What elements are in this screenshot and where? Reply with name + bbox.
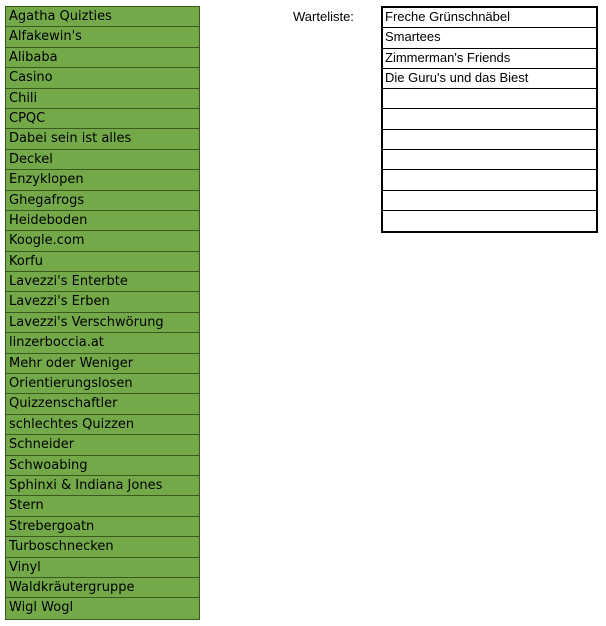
team-cell[interactable]: Waldkräutergruppe (6, 578, 199, 598)
team-cell[interactable]: Quizzenschaftler (6, 394, 199, 414)
team-cell[interactable]: linzerboccia.at (6, 333, 199, 353)
team-cell[interactable]: Dabei sein ist alles (6, 129, 199, 149)
team-cell[interactable]: Lavezzi's Erben (6, 292, 199, 312)
team-cell[interactable]: Deckel (6, 150, 199, 170)
waitlist-cell[interactable] (383, 130, 596, 150)
team-cell[interactable]: Schneider (6, 435, 199, 455)
team-cell[interactable]: Heideboden (6, 211, 199, 231)
waitlist-cell[interactable] (383, 89, 596, 109)
waitlist-cell[interactable] (383, 191, 596, 211)
waitlist-cell[interactable]: Freche Grünschnäbel (383, 8, 596, 28)
team-cell[interactable]: schlechtes Quizzen (6, 415, 199, 435)
team-cell[interactable]: Vinyl (6, 558, 199, 578)
team-cell[interactable]: Sphinxi & Indiana Jones (6, 476, 199, 496)
team-cell[interactable]: Korfu (6, 252, 199, 272)
team-cell[interactable]: Lavezzi's Enterbte (6, 272, 199, 292)
team-cell[interactable]: Stern (6, 496, 199, 516)
team-cell[interactable]: Mehr oder Weniger (6, 354, 199, 374)
team-cell[interactable]: Alfakewin's (6, 27, 199, 47)
waitlist-label: Warteliste: (293, 9, 354, 24)
waitlist-cell[interactable]: Zimmerman's Friends (383, 49, 596, 69)
waitlist-cell[interactable] (383, 109, 596, 129)
team-cell[interactable]: Agatha Quizties (6, 7, 199, 27)
team-cell[interactable]: CPQC (6, 109, 199, 129)
team-cell[interactable]: Casino (6, 68, 199, 88)
waitlist-cell[interactable] (383, 211, 596, 231)
waitlist-cell[interactable]: Die Guru's und das Biest (383, 69, 596, 89)
team-list (5, 6, 200, 620)
waitlist-cell[interactable] (383, 170, 596, 190)
team-cell[interactable]: Lavezzi's Verschwörung (6, 313, 199, 333)
team-cell[interactable]: Orientierungslosen (6, 374, 199, 394)
waitlist-cell[interactable] (383, 150, 596, 170)
team-cell[interactable]: Strebergoatn (6, 517, 199, 537)
team-cell[interactable]: Alibaba (6, 48, 199, 68)
team-cell[interactable]: Enzyklopen (6, 170, 199, 190)
team-cell[interactable]: Koogle.com (6, 231, 199, 251)
team-cell[interactable]: Wigl Wogl (6, 598, 199, 618)
team-cell[interactable]: Schwoabing (6, 456, 199, 476)
team-cell[interactable]: Chili (6, 89, 199, 109)
waitlist-cell[interactable]: Smartees (383, 28, 596, 48)
team-cell[interactable]: Turboschnecken (6, 537, 199, 557)
team-cell[interactable]: Ghegafrogs (6, 191, 199, 211)
waitlist-table (381, 6, 598, 233)
